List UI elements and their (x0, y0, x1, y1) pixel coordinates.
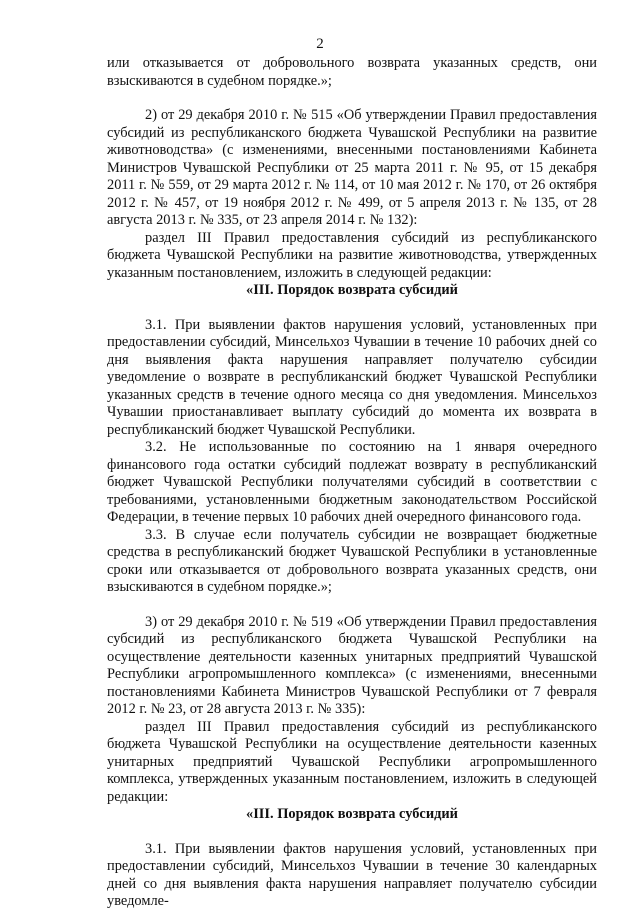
paragraph-item-3: 3) от 29 декабря 2010 г. № 519 «Об утверждении Правил предоставления субсидий из республиканского бюджета Чувашской Республики на осуществление деятельности казенных унитарных предприятий Чувашской Республики агропромышленного комплекса» (с изменениями, внесенными постановлениями Кабинета Министров Чувашской Республики от 7 февраля 2012 г. № 23, от 28 августа 2013 г. № 335): (107, 613, 597, 717)
section-heading: «III. Порядок возврата субсидий (246, 282, 458, 298)
page-number: 2 (316, 36, 324, 52)
section-heading-2: «III. Порядок возврата субсидий (246, 806, 458, 822)
paragraph-continuation: или отказывается от добровольного возврата указанных средств, они взыскиваются в судебном порядке.»; (107, 55, 597, 89)
paragraph-3-1-second: 3.1. При выявлении фактов нарушения условий, установленных при предоставлении субсидий, Минсельхоз Чувашии в течение 30 календарных дней со дня выявления факта нарушения направляет получателю субсидии уведомле- (107, 840, 597, 909)
paragraph-3-3: 3.3. В случае если получатель субсидии не возвращает бюджетные средства в республиканский бюджет Чувашской Республики в установленные сроки или отказывается от добровольного возврата указанных средств, они взыскиваются в судебном порядке.»; (107, 526, 597, 595)
document-body (107, 55, 597, 911)
paragraph-item-2: 2) от 29 декабря 2010 г. № 515 «Об утверждении Правил предоставления субсидий из республиканского бюджета Чувашской Республики на развитие животноводства» (с изменениями, внесенными постановлениями Кабинета Министров Чувашской Республики от 25 марта 2011 г. № 95, от 15 декабря 2011 г. № 559, от 29 марта 2012 г. № 114, от 10 мая 2012 г. № 170, от 26 октября 2012 г. № 457, от 19 ноября 2012 г. № 499, от 5 апреля 2013 г. № 135, от 28 августа 2013 г. № 335, от 23 апреля 2014 г. № 132): (107, 107, 597, 228)
paragraph-section-instruction: раздел III Правил предоставления субсидий из республиканского бюджета Чувашской Республики на развитие животноводства, утвержденных указанным постановлением, изложить в следующей редакции: (107, 229, 597, 281)
paragraph-3-1: 3.1. При выявлении фактов нарушения условий, установленных при предоставлении субсидий, Минсельхоз Чувашии в течение 10 рабочих дней со дня выявления факта нарушения направляет получателю субсидии уведомление о возврате в республиканский бюджет Чувашской Республики указанных средств в течение одного месяца со дня уведомления. Минсельхоз Чувашии приостанавливает выплату субсидий до момента их возврата в республиканский бюджет Чувашской Республики. (107, 316, 597, 438)
paragraph-3-2: 3.2. Не использованные по состоянию на 1 января очередного финансового года остатки субсидий подлежат возврату в республиканский бюджет Чувашской Республики получателями субсидий в соответствии с требованиями, установленными бюджетным законодательством Российской Федерации, в течение первых 10 рабочих дней очередного финансового года. (107, 439, 597, 525)
paragraph-section-instruction-2: раздел III Правил предоставления субсидий из республиканского бюджета Чувашской Республики на осуществление деятельности казенных унитарных предприятий Чувашской Республики агропромышленного комплекса, утвержденных указанным постановлением, изложить в следующей редакции: (107, 718, 597, 805)
